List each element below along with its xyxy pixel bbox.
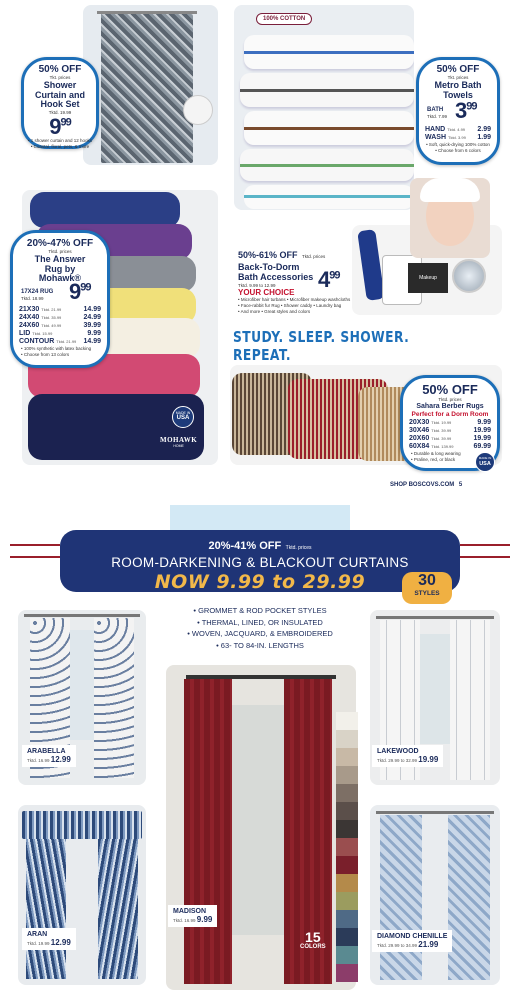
madison-photo xyxy=(166,665,356,990)
bath-price: $3^{99}$ xyxy=(455,98,477,123)
aran-photo xyxy=(18,805,146,985)
price-row: 60X84 Tktd. 139.99 69.99 xyxy=(409,442,491,450)
product-tag: DIAMOND CHENILLE Tktd. 29.99 to 34.99 21.99 xyxy=(372,930,452,952)
sale-price: $4^{99}$ xyxy=(318,267,340,292)
hand-label: HAND xyxy=(425,126,446,133)
offer-percent: 20%-41% OFF xyxy=(208,540,282,552)
swatch xyxy=(336,820,358,838)
product-tag: MADISON Tktd. 16.99 9.99 xyxy=(168,905,217,927)
wash-was: Tktd. 3.99 xyxy=(448,135,466,141)
price-row: 20X60 Tktd. 39.99 19.99 xyxy=(409,434,491,442)
feature-item: • WOVEN, JACQUARD, & EMBROIDERED xyxy=(187,629,333,639)
tkt-note: Tktd. prices xyxy=(301,254,326,259)
bath-label: BATH xyxy=(427,107,444,113)
main-price: $9^{99}$ xyxy=(69,279,91,304)
product-tag: ARABELLA Tktd. 16.99 12.99 xyxy=(22,745,76,767)
color-swatches xyxy=(336,712,358,982)
tkt-note: Tkt. prices xyxy=(447,75,469,80)
sale-price: $9^{99}$ xyxy=(49,113,71,139)
curtains-banner xyxy=(60,530,460,592)
swatch xyxy=(336,802,358,820)
price-row: 24X60 Tktd. 49.99 39.99 xyxy=(19,322,101,330)
dorm-offer xyxy=(238,245,358,314)
bullet: • Face-rabbit fur Rug • Shower caddy • Laundry bag xyxy=(238,303,342,309)
product-tag: ARAN Tktd. 19.99 12.99 xyxy=(22,928,76,950)
colors-count: 15 COLORS xyxy=(300,929,326,950)
berber-offer xyxy=(400,375,500,471)
price-row: 30X46 Tktd. 39.99 19.99 xyxy=(409,426,491,434)
bullet: • Microfiber hair turbans • Microfiber makeup washcloths xyxy=(238,297,351,303)
product-name: The Answer Rug by Mohawk® xyxy=(34,253,86,284)
product-name: Metro Bath Towels xyxy=(434,79,482,100)
diamond-chenille-photo xyxy=(370,805,500,985)
main-was: Tktd. 18.99 xyxy=(21,296,44,302)
bullet: • Choose from 6 colors xyxy=(435,147,481,153)
feature-item: • 63- TO 84-IN. LENGTHS xyxy=(216,640,304,650)
cotton-badge: 100% COTTON xyxy=(256,13,312,25)
swatch xyxy=(336,892,358,910)
mohawk-logo: MOHAWK HOME xyxy=(160,436,198,448)
offer-percent: 50% OFF xyxy=(38,64,82,75)
hand-was: Tktd. 4.99 xyxy=(447,127,466,132)
decor-lines-left xyxy=(10,544,60,558)
swatch xyxy=(336,730,358,748)
swatch xyxy=(336,712,358,730)
styles-badge: 30 STYLES xyxy=(402,572,452,604)
bullet: • Choose from 13 colors xyxy=(21,351,70,357)
shower-curtain-photo xyxy=(83,5,218,165)
product-name: Back-To-Dorm Bath Accessories xyxy=(238,262,314,282)
bullet: • And more • Great styles and colors xyxy=(238,308,311,314)
footer-site: SHOP BOSCOVS.COM xyxy=(390,482,455,488)
product-subtitle: Perfect for a Dorm Room xyxy=(411,411,489,419)
footer-page: 5 xyxy=(458,482,463,488)
bullet: • Durable & long wearing xyxy=(411,451,461,456)
towels-photo xyxy=(234,5,414,210)
offer-percent: 50%-61% OFF xyxy=(238,250,298,260)
rug-price-list xyxy=(17,306,103,357)
curtains-features xyxy=(180,605,340,652)
swatch xyxy=(336,910,358,928)
tkt-note: Tkt. prices xyxy=(49,75,71,80)
shower-curtain-offer xyxy=(21,57,99,149)
swatch xyxy=(336,928,358,946)
bullet: • Soft, quick-drying 100% cotton xyxy=(426,142,490,148)
bullet: • 1 shower curtain and 12 hooks xyxy=(27,137,93,143)
offer-percent: 50% OFF xyxy=(436,64,480,75)
price-row: 21X30 Tktd. 21.99 14.99 xyxy=(19,306,101,313)
price-row: 20X30 Tktd. 19.99 9.99 xyxy=(409,418,491,426)
page-footer xyxy=(390,482,462,488)
was-price: Tktd. 19.99 xyxy=(48,110,72,116)
your-choice: YOUR CHOICE xyxy=(238,288,295,298)
bath-was: Tktd. 7.99 xyxy=(427,114,448,120)
tkt-note: Tktd. prices xyxy=(285,545,312,551)
swatch xyxy=(336,856,358,874)
price-row: 24X40 Tktd. 35.99 24.99 xyxy=(19,314,101,322)
swatch xyxy=(336,766,358,784)
price-row: CONTOUR Tktd. 21.99 14.99 xyxy=(19,338,101,346)
product-name: Sahara Berber Rugs xyxy=(416,402,484,410)
product-tag: LAKEWOOD Tktd. 29.99 to 32.99 19.99 xyxy=(372,745,443,767)
feature-item: • GROMMET & ROD POCKET STYLES xyxy=(193,606,327,615)
offer-percent: 20%-47% OFF xyxy=(26,238,94,249)
feature-item: • THERMAL, LINED, OR INSULATED xyxy=(197,617,323,627)
wash-price: 1.99 xyxy=(477,134,491,142)
towels-offer xyxy=(416,57,500,165)
swatch xyxy=(336,946,358,964)
curtains-price-range: NOW 9.99 to 29.99 xyxy=(154,571,366,593)
made-in-usa-badge: MADE IN USA xyxy=(172,406,194,428)
bullet: • 100% synthetic with latex backing xyxy=(21,346,92,352)
swatch xyxy=(336,964,358,982)
offer-percent: 50% OFF xyxy=(422,382,478,397)
model-photo xyxy=(410,178,490,258)
swatch xyxy=(336,748,358,766)
price-row: LID Tktd. 15.99 9.99 xyxy=(19,330,101,338)
curtains-title: ROOM-DARKENING & BLACKOUT CURTAINS xyxy=(111,555,409,570)
makeup-cloth: Makeup xyxy=(408,263,448,293)
hand-price: 2.99 xyxy=(477,126,491,133)
curtains-backdrop xyxy=(170,505,350,530)
wash-label: WASH xyxy=(425,134,446,142)
tkt-note: Tktd. prices xyxy=(48,249,72,254)
product-name: Shower Curtain and Hook Set xyxy=(34,79,85,110)
swatch xyxy=(336,784,358,802)
bullet: • Praline, red, or black xyxy=(411,456,456,462)
swatch xyxy=(336,874,358,892)
was-price: Tktd. 9.99 to 12.99 xyxy=(238,282,276,288)
main-size: 17X24 RUG xyxy=(21,289,54,295)
swatch xyxy=(336,838,358,856)
bullet: • Coastal, floral, pets, & more xyxy=(30,143,90,149)
tagline: STUDY. SLEEP. SHOWER. REPEAT. xyxy=(233,328,410,364)
rugs-offer xyxy=(10,230,110,368)
tkt-note: Tktd. prices xyxy=(438,397,462,402)
made-in-usa-badge: MADE IN USA xyxy=(475,452,495,472)
decor-lines-right xyxy=(460,544,510,558)
